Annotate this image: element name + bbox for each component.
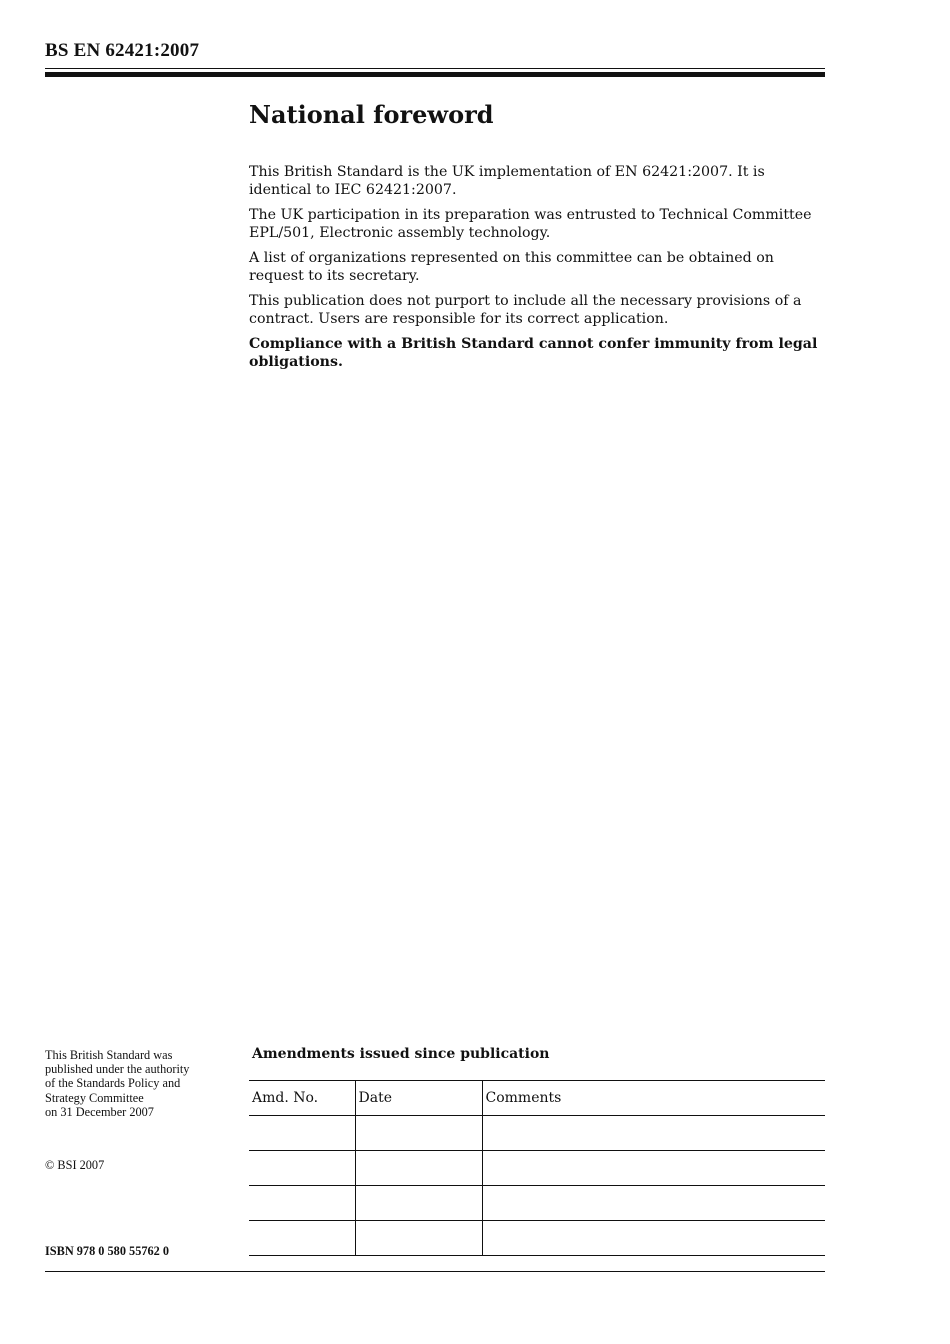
table-cell: [482, 1186, 825, 1221]
publication-line: of the Standards Policy and: [45, 1076, 181, 1091]
table-cell: [482, 1116, 825, 1151]
foreword-paragraph: The UK participation in its preparation was entrusted to Technical Committee EPL/501, Electronic assembly technology.: [249, 207, 812, 241]
foreword-paragraph: This British Standard is the UK implementation of EN 62421:2007. It is identical to IEC 62421:2007.: [249, 164, 765, 198]
table-cell: [249, 1116, 355, 1151]
foreword-body: [249, 164, 827, 379]
table-cell: [482, 1221, 825, 1256]
amendments-title: Amendments issued since publication: [252, 1046, 550, 1062]
footer-rule: [45, 1271, 825, 1272]
table-row: [249, 1151, 825, 1186]
document-id: BS EN 62421:2007: [45, 40, 200, 61]
table-row: [249, 1221, 825, 1256]
table-cell: [482, 1151, 825, 1186]
table-cell: [249, 1186, 355, 1221]
table-cell: [355, 1186, 482, 1221]
copyright-notice: © BSI 2007: [45, 1158, 105, 1172]
isbn: ISBN 978 0 580 55762 0: [45, 1244, 170, 1258]
publication-line: on 31 December 2007: [45, 1104, 154, 1119]
foreword-paragraph: This publication does not purport to include all the necessary provisions of a contract. Users are responsible for its correct application.: [249, 293, 802, 327]
publication-authority-note: [45, 1048, 235, 1119]
compliance-notice: Compliance with a British Standard cannot confer immunity from legal obligations.: [249, 336, 818, 370]
table-cell: [249, 1221, 355, 1256]
table-row: [249, 1116, 825, 1151]
amendments-table: [249, 1080, 825, 1256]
table-cell: [249, 1151, 355, 1186]
amendments-header-row: [249, 1081, 825, 1116]
publication-line: published under the authority: [45, 1062, 190, 1077]
publication-line: This British Standard was: [45, 1048, 173, 1062]
publication-line: Strategy Committee: [45, 1090, 144, 1105]
column-header-comments: Comments: [482, 1081, 825, 1116]
header-thick-rule: [45, 72, 825, 77]
column-header-amd-no: Amd. No.: [249, 1081, 355, 1116]
header-thin-rule: [45, 68, 825, 69]
table-cell: [355, 1151, 482, 1186]
table-row: [249, 1186, 825, 1221]
table-cell: [355, 1221, 482, 1256]
column-header-date: Date: [355, 1081, 482, 1116]
table-cell: [355, 1116, 482, 1151]
page-title: National foreword: [249, 100, 494, 129]
foreword-paragraph: A list of organizations represented on this committee can be obtained on request to its secretary.: [249, 250, 774, 284]
